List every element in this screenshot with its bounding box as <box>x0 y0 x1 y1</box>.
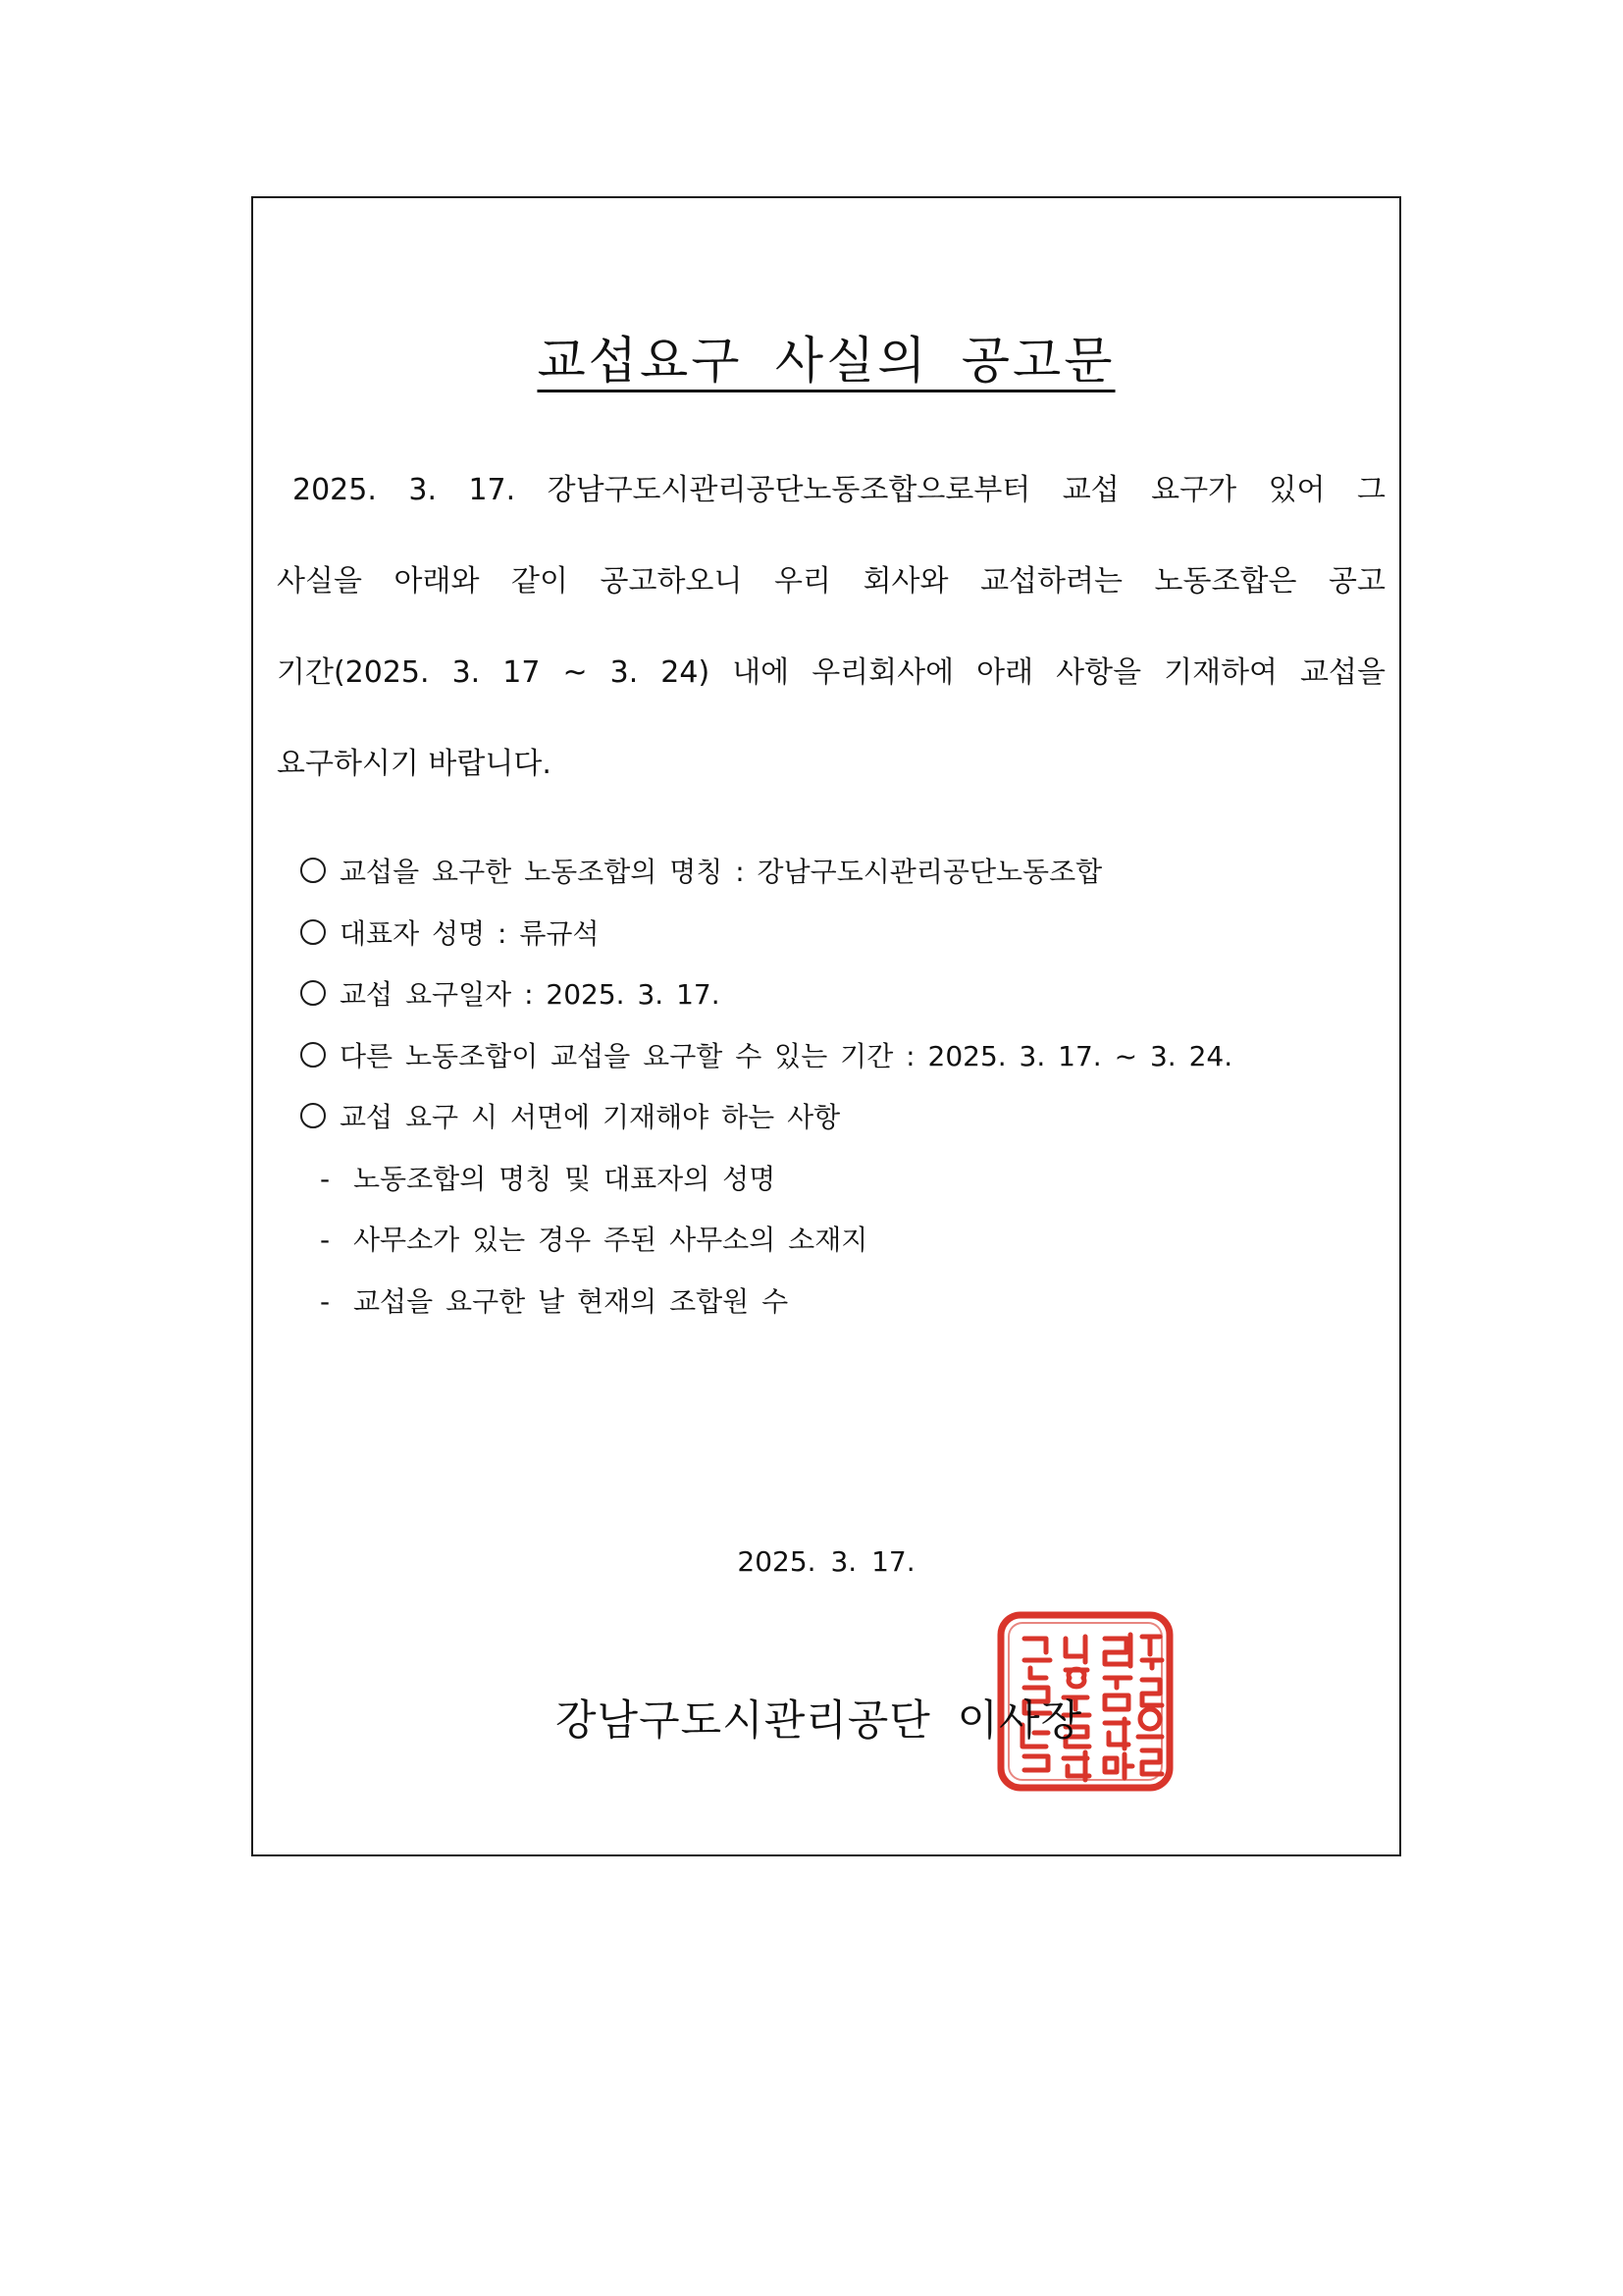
bullet-circle-icon <box>300 1042 326 1068</box>
list-item-text: 다른 노동조합이 교섭을 요구할 수 있는 기간 : 2025. 3. 17. ~ 3. 24. <box>340 1039 1233 1072</box>
dash-marker: - <box>320 1224 331 1256</box>
notice-frame <box>251 196 1401 1856</box>
issuer-name: 강남구도시관리공단 이사장 <box>555 1696 1083 1746</box>
bullet-circle-icon <box>300 980 326 1006</box>
sub-list-item <box>300 1210 1380 1272</box>
list-item <box>300 904 1380 965</box>
paragraph-line: 기간(2025. 3. 17 ~ 3. 24) 내에 우리회사에 아래 사항을 기재하여 교섭을 <box>277 655 1386 690</box>
bullet-circle-icon <box>300 858 326 883</box>
list-item <box>300 1026 1380 1088</box>
sub-list-item-text: 노동조합의 명칭 및 대표자의 성명 <box>353 1162 776 1195</box>
sub-list-item <box>300 1149 1380 1211</box>
paragraph-line: 요구하시기 바랍니다. <box>277 747 551 781</box>
notice-items <box>300 842 1380 1332</box>
list-item-text: 대표자 성명 : 류규석 <box>340 916 600 950</box>
notice-date: 2025. 3. 17. <box>737 1545 916 1578</box>
list-item <box>300 965 1380 1026</box>
dash-marker: - <box>320 1284 331 1318</box>
list-item-text: 교섭 요구 시 서면에 기재해야 하는 사항 <box>340 1101 841 1133</box>
page-title-text: 교섭요구 사실의 공고문 <box>537 333 1116 391</box>
dash-marker: - <box>320 1162 331 1195</box>
list-item-text: 교섭을 요구한 노동조합의 명칭 : 강남구도시관리공단노동조합 <box>340 856 1103 888</box>
list-item-text: 교섭 요구일자 : 2025. 3. 17. <box>340 978 720 1011</box>
paragraph-line: 2025. 3. 17. 강남구도시관리공단노동조합으로부터 교섭 요구가 있어 그 <box>292 473 1386 507</box>
sub-list-item-text: 사무소가 있는 경우 주된 사무소의 소재지 <box>353 1224 868 1256</box>
page-title <box>253 320 1399 392</box>
bullet-circle-icon <box>300 1103 326 1128</box>
list-item <box>300 842 1380 904</box>
list-item <box>300 1087 1380 1149</box>
official-seal-icon <box>995 1609 1176 1794</box>
seal-glyphs <box>1022 1635 1162 1780</box>
paragraph-line: 사실을 아래와 같이 공고하오니 우리 회사와 교섭하려는 노동조합은 공고 <box>277 564 1386 599</box>
body-paragraph <box>277 444 1386 809</box>
sub-list-item <box>300 1272 1380 1333</box>
bullet-circle-icon <box>300 919 326 945</box>
sub-list-item-text: 교섭을 요구한 날 현재의 조합원 수 <box>353 1284 789 1318</box>
